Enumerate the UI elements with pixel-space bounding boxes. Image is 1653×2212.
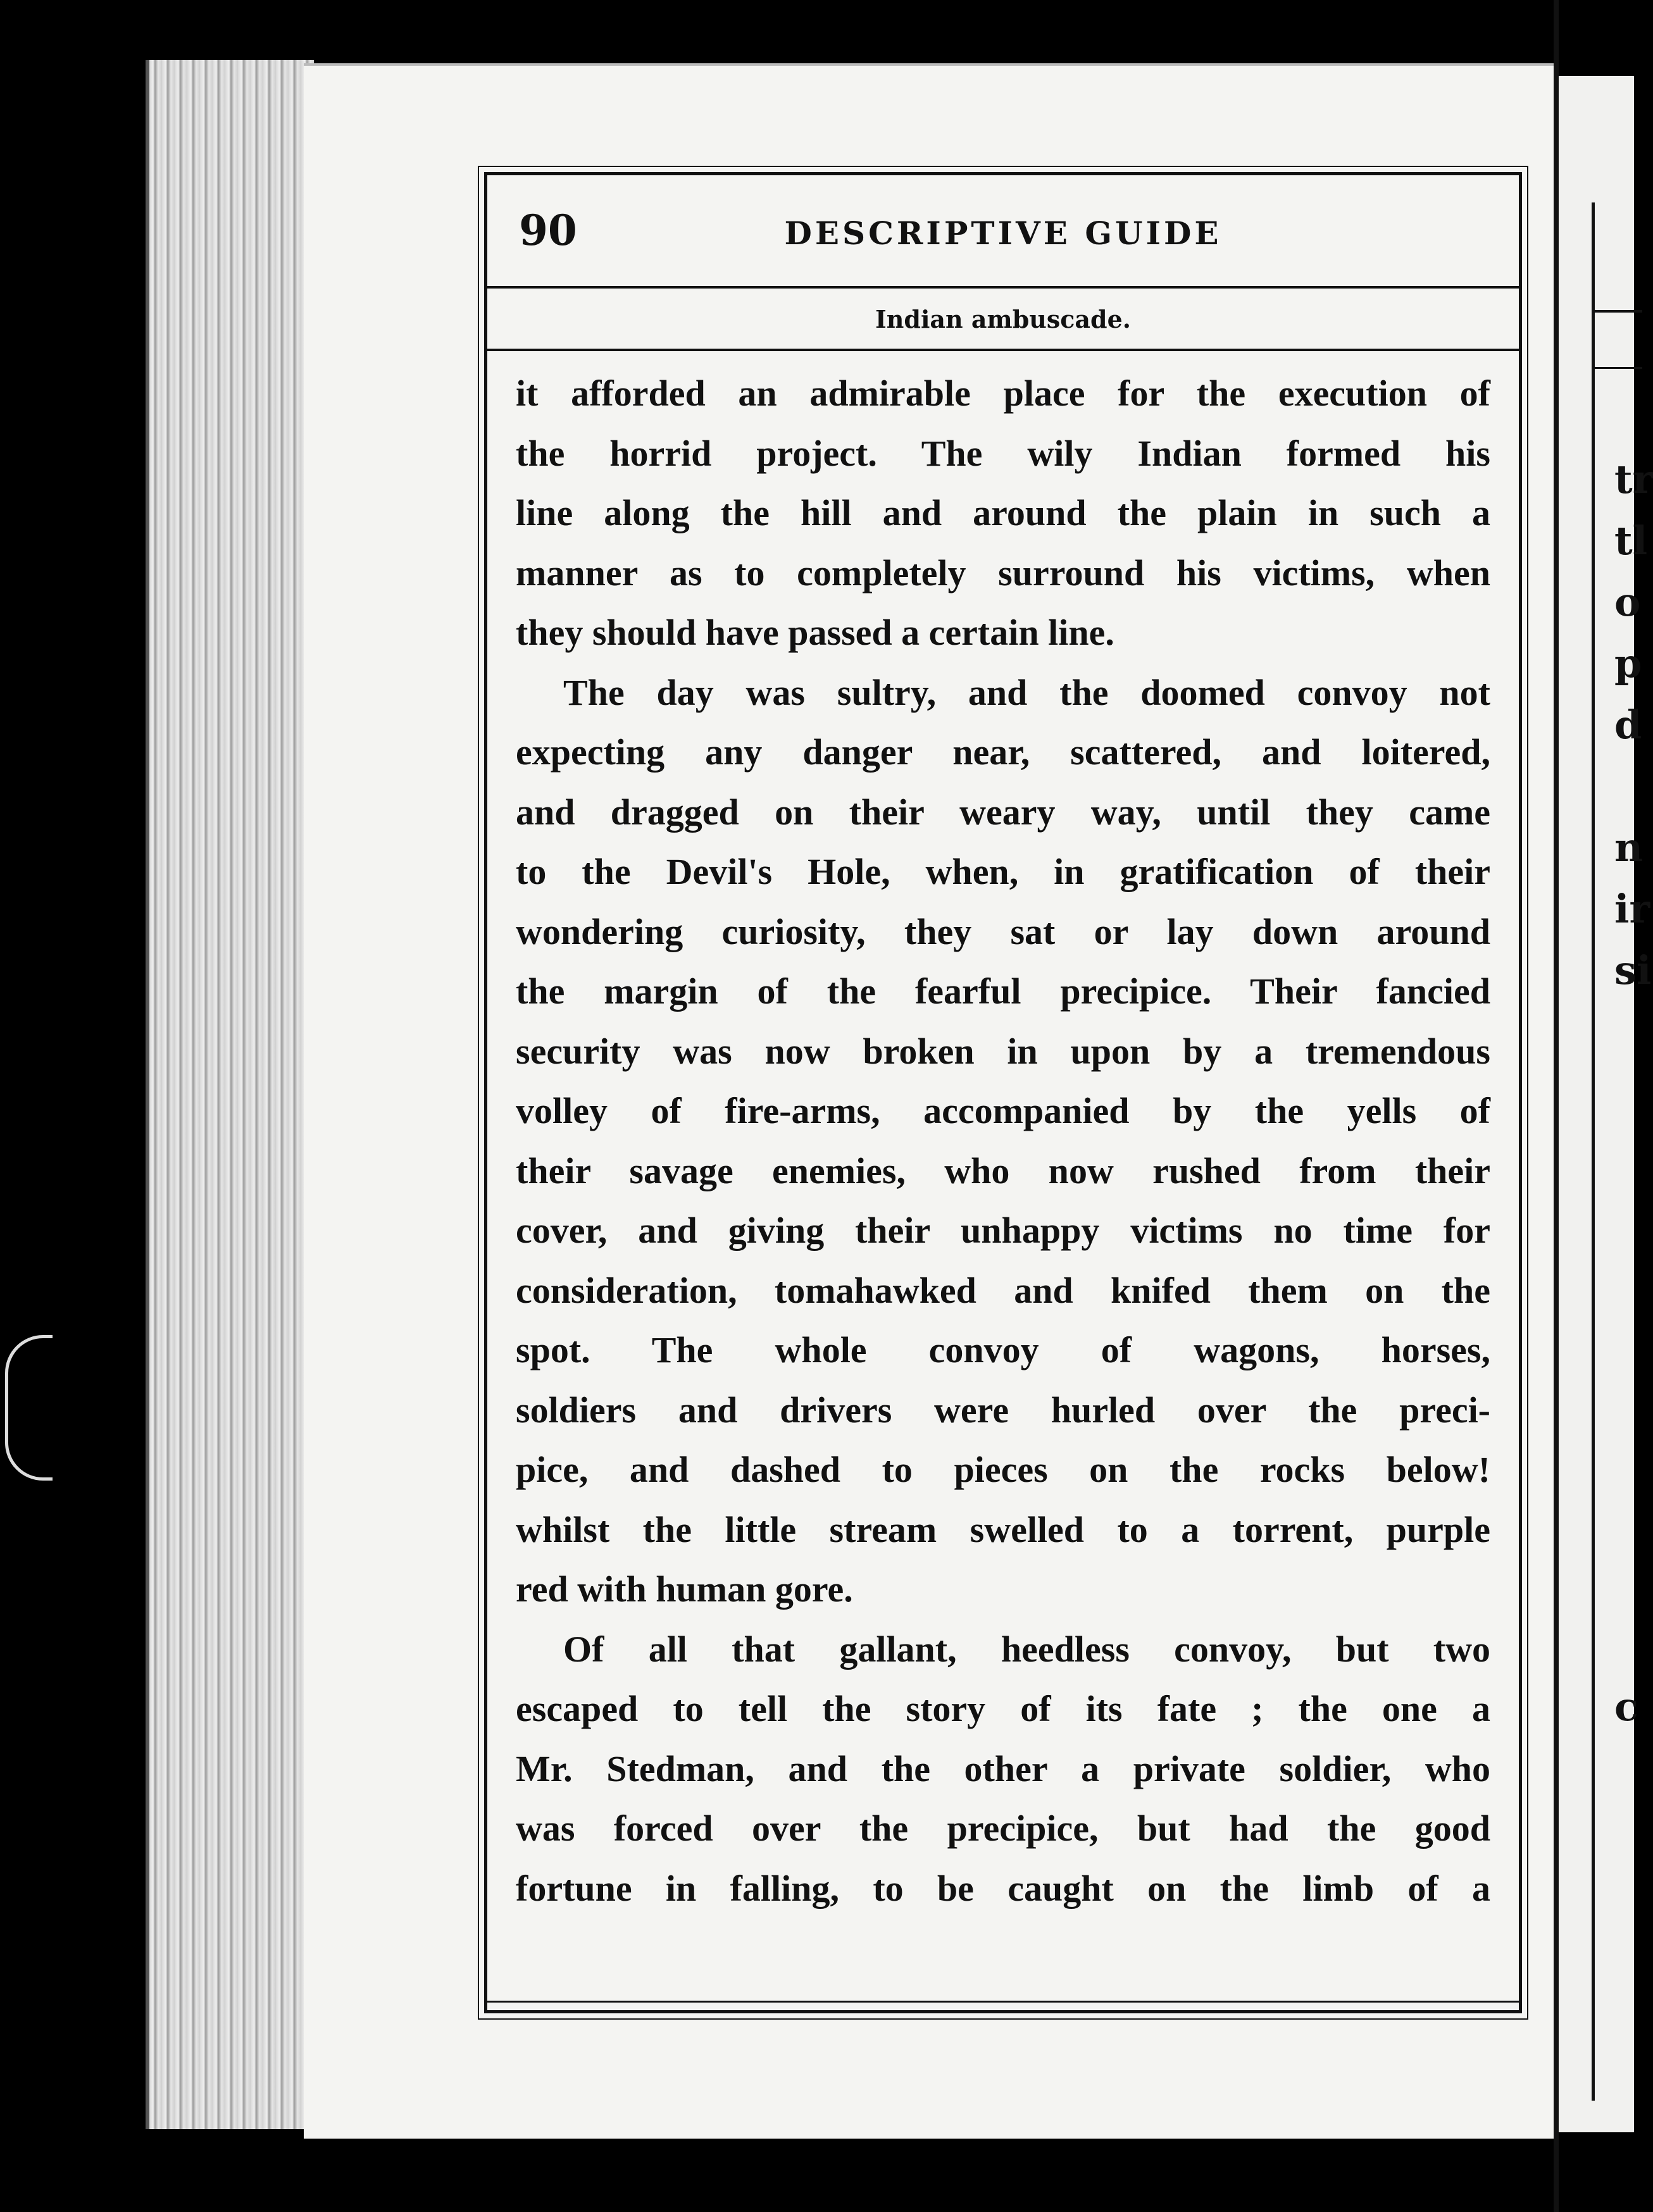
text-line: soldiers and drivers were hurled over the preci- [516, 1389, 1490, 1431]
scan-bottom-edge [304, 2139, 1557, 2212]
facing-page [1559, 76, 1653, 2132]
text-line: red with human gore. [516, 1569, 853, 1610]
facing-page-fragment: n [1614, 824, 1644, 871]
facing-page-rule [1592, 367, 1642, 369]
text-line: Mr. Stedman, and the other a private soldier, who [516, 1748, 1490, 1789]
facing-page-fragment: si [1614, 947, 1652, 993]
text-line: whilst the little stream swelled to a torrent, purple [516, 1508, 1490, 1550]
text-line: the margin of the fearful precipice. Their fancied [516, 971, 1490, 1012]
text-line: and dragged on their weary way, until they came [516, 791, 1490, 833]
page-clip-mark [5, 1335, 53, 1481]
text-line: consideration, tomahawked and knifed them on the [516, 1269, 1490, 1311]
text-line: expecting any danger near, scattered, and loitered, [516, 731, 1490, 773]
page-stack-edges [146, 60, 314, 2129]
subheading-text: Indian ambuscade. [875, 305, 1132, 333]
printed-frame [484, 172, 1522, 2013]
facing-page-fragment: tr [1614, 456, 1653, 502]
text-line: it afforded an admirable place for the execution of [516, 373, 1490, 414]
text-line: wondering curiosity, they sat or lay down around [516, 910, 1490, 952]
page-number: 90 [519, 206, 577, 255]
facing-page-rule [1592, 310, 1642, 313]
scan-left-edge [0, 0, 146, 2212]
text-line: their savage enemies, who now rushed from their [516, 1150, 1490, 1191]
facing-page-fragment: c [1614, 1684, 1638, 1730]
text-line: cover, and giving their unhappy victims no time for [516, 1210, 1490, 1251]
body-text [516, 364, 1490, 1918]
text-line: the horrid project. The wily Indian formed his [516, 432, 1490, 474]
text-line: security was now broken in upon by a tremendous [516, 1030, 1490, 1072]
running-title: DESCRIPTIVE GUIDE [784, 214, 1222, 252]
facing-page-fragment: ir [1614, 886, 1650, 932]
text-line: pice, and dashed to pieces on the rocks below! [516, 1449, 1490, 1490]
text-line: to the Devil's Hole, when, in gratification of their [516, 851, 1490, 892]
text-line: fortune in falling, to be caught on the limb of a [516, 1867, 1490, 1909]
text-line: The day was sultry, and the doomed convoy not [563, 671, 1490, 713]
section-subheading [487, 289, 1519, 351]
text-line: manner as to completely surround his victims, when [516, 552, 1490, 593]
facing-page-fragment: d [1614, 702, 1642, 748]
facing-page-fragment: p [1614, 640, 1642, 687]
text-line: they should have passed a certain line. [516, 612, 1114, 653]
text-line: volley of fire-arms, accompanied by the yells of [516, 1090, 1490, 1131]
text-line: line along the hill and around the plain in such a [516, 492, 1490, 533]
text-line: was forced over the precipice, but had the good [516, 1808, 1490, 1849]
bottom-rule [487, 2001, 1519, 2003]
text-line: escaped to tell the story of its fate ; the one a [516, 1688, 1490, 1729]
page-header [487, 175, 1519, 289]
text-line: Of all that gallant, heedless convoy, but two [563, 1628, 1490, 1670]
facing-page-fragment: tl [1614, 518, 1648, 564]
facing-page-fragment: o [1614, 579, 1641, 625]
text-line: spot. The whole convoy of wagons, horses, [516, 1329, 1490, 1370]
gutter-strip [1554, 0, 1559, 2212]
